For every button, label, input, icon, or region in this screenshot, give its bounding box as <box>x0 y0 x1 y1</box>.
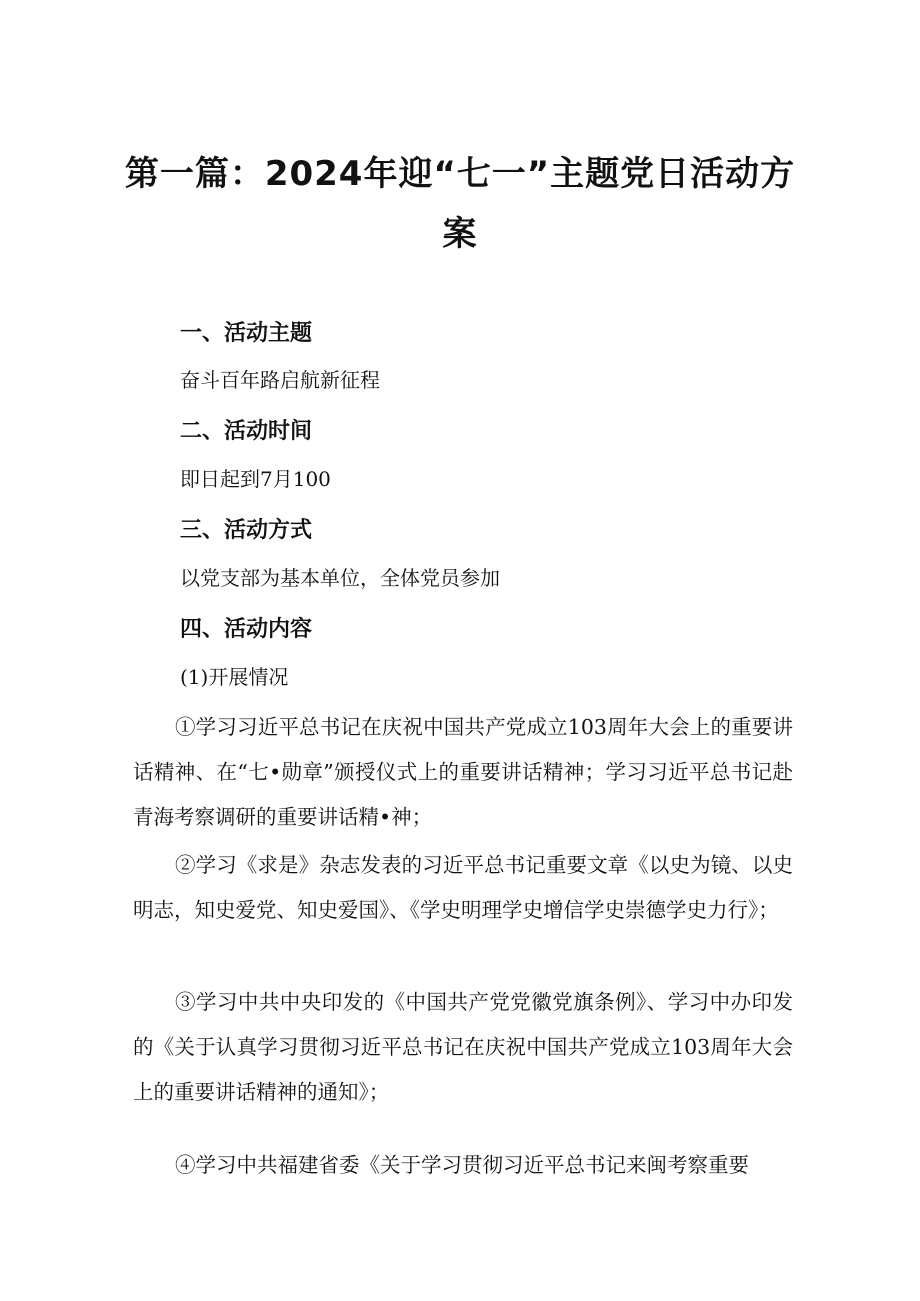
content-paragraph-2: ②学习《求是》杂志发表的习近平总书记重要文章《以史为镜、以史明志，知史爱党、知史爱国》、《学史明理学史增信学史崇德学史力行》； <box>133 853 793 922</box>
section-subheading-status: (1)开展情况 <box>180 665 289 689</box>
content-paragraph-1: ①学习习近平总书记在庆祝中国共产党成立103周年大会上的重要讲话精神、在“七•勋章”颁授仪式上的重要讲话精神；学习习近平总书记赴青海考察调研的重要讲话精•神； <box>133 715 793 829</box>
section-text-method: 以党支部为基本单位，全体党员参加 <box>180 566 500 590</box>
document-title-line2: 案 <box>442 214 478 254</box>
section-heading-method: 三、活动方式 <box>180 518 313 543</box>
section-heading-content: 四、活动内容 <box>180 617 313 642</box>
content-paragraph-3: ③学习中共中央印发的《中国共产党党徽党旗条例》、学习中办印发的《关于认真学习贯彻习近平总书记在庆祝中国共产党成立103周年大会上的重要讲话精神的通知》； <box>133 990 793 1104</box>
content-paragraph-4: ④学习中共福建省委《关于学习贯彻习近平总书记来闽考察重要 <box>175 1153 749 1177</box>
section-text-theme: 奋斗百年路启航新征程 <box>180 368 380 392</box>
section-text-time: 即日起到7月100 <box>180 467 331 491</box>
document-title-line1: 第一篇：2024年迎“七一”主题党日活动方 <box>124 154 796 194</box>
section-heading-theme: 一、活动主题 <box>180 321 313 346</box>
section-heading-time: 二、活动时间 <box>180 419 313 444</box>
